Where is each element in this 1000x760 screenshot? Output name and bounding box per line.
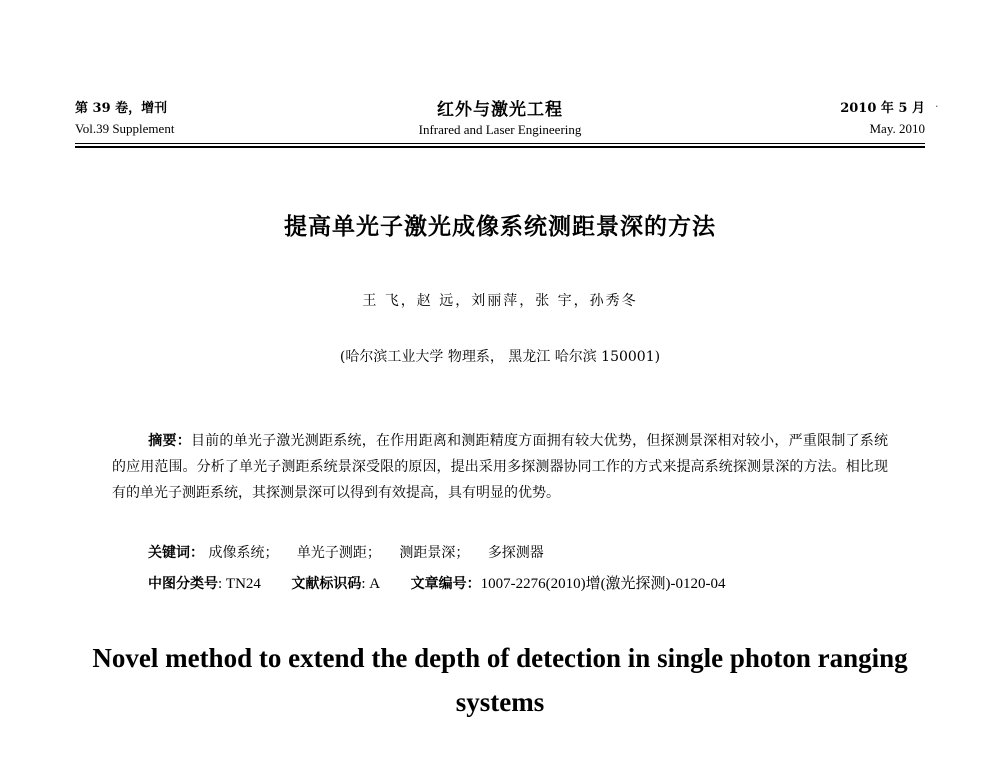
header-volume-cn: 第 39 卷，增刊 [75, 101, 168, 116]
paper-title-cn: 提高单光子激光成像系统测距景深的方法 [284, 214, 716, 240]
doc-code-value: : A [361, 576, 381, 592]
affiliation: (哈尔滨工业大学 物理系， 黑龙江 哈尔滨 150001) [339, 349, 661, 365]
keyword: 测距景深； [399, 545, 470, 561]
header-journal [75, 100, 925, 139]
abstract-label: 摘要： [148, 433, 191, 449]
author-list: 王 飞，赵 远，刘丽萍，张 宇，孙秀冬 [362, 293, 638, 309]
abstract [112, 428, 888, 506]
classification-line [148, 572, 726, 596]
keyword: 多探测器 [487, 545, 544, 561]
keyword: 单光子测距； [296, 545, 381, 561]
article-no-label: 文章编号： [410, 576, 481, 592]
header-rule-thin [75, 143, 925, 144]
header-rule-thick [75, 146, 925, 148]
journal-name-cn: 红外与激光工程 [437, 100, 563, 120]
keyword: 成像系统； [208, 545, 279, 561]
header-date-cn: 2010 年 5 月 [840, 101, 925, 116]
abstract-text: 目前的单光子激光测距系统，在作用距离和测距精度方面拥有较大优势，但探测景深相对较小，严重限制了系统的应用范围。分析了单光子测距系统景深受限的原因，提出采用多探测器协同工作的方式来提高系统探测景深的方法。相比现有的单光子测距系统，其探测景深可以得到有效提高，具有明显的优势。 [112, 433, 889, 501]
header-date-en: May. 2010 [869, 121, 925, 136]
keywords-label: 关键词： [148, 545, 204, 561]
clc-label: 中图分类号 [148, 576, 218, 592]
paper-title-en: Novel method to extend the depth of detection in single photon ranging systems [92, 643, 908, 717]
header-date [840, 100, 925, 138]
header-volume-en: Vol.39 Supplement [75, 121, 175, 136]
keywords [148, 541, 544, 565]
article-no-value: 1007-2276(2010)增(激光探测)-0120-04 [480, 576, 726, 592]
edge-mark: · [935, 100, 939, 113]
journal-name-en: Infrared and Laser Engineering [418, 122, 582, 137]
doc-code-label: 文献标识码 [291, 576, 362, 592]
clc-value: : TN24 [218, 576, 261, 592]
